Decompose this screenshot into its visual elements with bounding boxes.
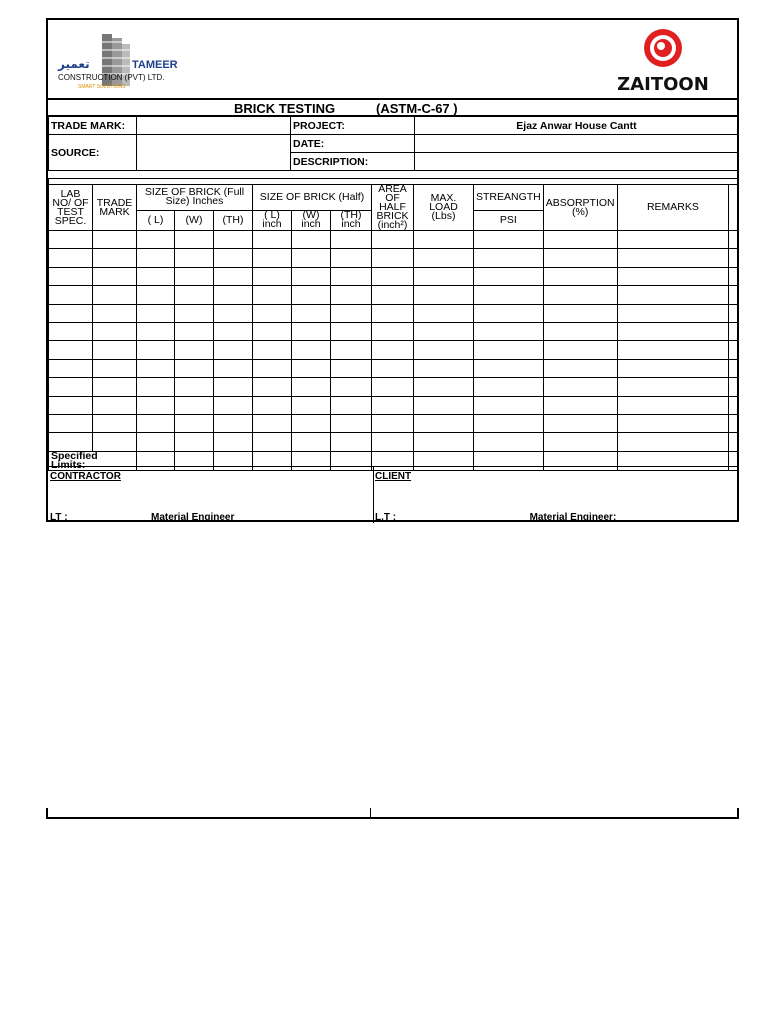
trade-mark-label: TRADE MARK: <box>49 117 137 135</box>
header-absorption: ABSORPTION (%) <box>543 185 617 231</box>
table-cell[interactable] <box>253 231 292 249</box>
table-cell[interactable] <box>729 396 739 414</box>
header-w: (W) <box>175 210 214 230</box>
table-cell[interactable] <box>214 414 253 432</box>
table-row <box>49 378 739 396</box>
table-cell[interactable] <box>292 359 331 377</box>
table-cell[interactable] <box>729 359 739 377</box>
table-cell[interactable] <box>253 286 292 304</box>
table-cell[interactable] <box>331 378 372 396</box>
table-cell[interactable] <box>617 322 729 340</box>
form-standard: (ASTM-C-67 ) <box>376 101 458 116</box>
table-cell[interactable] <box>414 304 474 322</box>
table-cell[interactable] <box>93 304 137 322</box>
table-cell[interactable] <box>414 286 474 304</box>
table-row <box>49 304 739 322</box>
table-cell[interactable] <box>617 378 729 396</box>
table-cell[interactable] <box>253 414 292 432</box>
table-cell[interactable] <box>543 341 617 359</box>
table-cell[interactable] <box>214 231 253 249</box>
table-cell[interactable] <box>729 231 739 249</box>
table-cell[interactable] <box>137 249 175 267</box>
project-label: PROJECT: <box>291 117 415 135</box>
table-cell[interactable] <box>137 322 175 340</box>
table-cell[interactable] <box>137 414 175 432</box>
table-cell[interactable] <box>372 359 414 377</box>
table-cell[interactable] <box>543 286 617 304</box>
svg-text:TAMEER: TAMEER <box>132 59 178 71</box>
table-cell[interactable] <box>372 322 414 340</box>
table-cell[interactable] <box>474 359 544 377</box>
table-cell[interactable] <box>49 341 93 359</box>
table-cell[interactable] <box>253 341 292 359</box>
table-cell[interactable] <box>93 378 137 396</box>
table-row <box>49 341 739 359</box>
table-cell[interactable] <box>617 341 729 359</box>
source-value[interactable] <box>137 135 291 171</box>
table-cell[interactable] <box>474 396 544 414</box>
table-cell[interactable] <box>253 304 292 322</box>
table-cell[interactable] <box>372 433 414 451</box>
header-psi: PSI <box>474 210 544 230</box>
date-label: DATE: <box>291 135 415 153</box>
table-cell[interactable] <box>93 231 137 249</box>
project-value[interactable]: Ejaz Anwar House Cantt <box>415 117 739 135</box>
source-label: SOURCE: <box>49 135 137 171</box>
bottom-tick-right <box>737 808 739 818</box>
table-cell[interactable] <box>93 433 137 451</box>
table-cell[interactable] <box>331 396 372 414</box>
bottom-tick-mid <box>370 808 371 818</box>
table-cell[interactable] <box>49 414 93 432</box>
table-cell[interactable] <box>49 286 93 304</box>
header-w-inch: (W) inch <box>292 210 331 230</box>
table-cell[interactable] <box>331 231 372 249</box>
table-cell[interactable] <box>331 286 372 304</box>
table-cell[interactable] <box>175 341 214 359</box>
table-cell[interactable] <box>729 414 739 432</box>
description-value[interactable] <box>415 153 739 171</box>
table-row <box>49 267 739 285</box>
table-cell[interactable] <box>617 396 729 414</box>
table-cell[interactable] <box>617 231 729 249</box>
table-cell[interactable] <box>414 341 474 359</box>
table-cell[interactable] <box>543 396 617 414</box>
table-cell[interactable] <box>292 322 331 340</box>
svg-text:تعمير: تعمير <box>58 57 90 71</box>
table-cell[interactable] <box>372 414 414 432</box>
table-row <box>49 396 739 414</box>
table-cell[interactable] <box>49 396 93 414</box>
header-th-inch: (TH) inch <box>331 210 372 230</box>
table-cell[interactable] <box>292 433 331 451</box>
table-cell[interactable] <box>93 249 137 267</box>
table-cell[interactable] <box>372 249 414 267</box>
table-cell[interactable] <box>474 267 544 285</box>
table-cell[interactable] <box>175 359 214 377</box>
table-cell[interactable] <box>137 304 175 322</box>
table-cell[interactable] <box>214 249 253 267</box>
title-row <box>48 98 737 116</box>
table-cell[interactable] <box>214 341 253 359</box>
table-cell[interactable] <box>292 396 331 414</box>
table-cell[interactable] <box>137 286 175 304</box>
table-cell[interactable] <box>729 322 739 340</box>
header-size-full: SIZE OF BRICK (Full Size) Inches <box>137 185 253 211</box>
header-area: AREA OF HALF BRICK (inch²) <box>372 185 414 231</box>
table-cell[interactable] <box>474 304 544 322</box>
table-cell[interactable] <box>729 286 739 304</box>
header-max-load: MAX. LOAD (Lbs) <box>414 185 474 231</box>
table-cell[interactable] <box>214 304 253 322</box>
table-cell[interactable] <box>474 249 544 267</box>
table-cell[interactable] <box>137 267 175 285</box>
trade-mark-value[interactable] <box>137 117 291 135</box>
table-cell[interactable] <box>93 322 137 340</box>
table-cell[interactable] <box>292 304 331 322</box>
svg-text:ZAITOON: ZAITOON <box>617 74 709 94</box>
table-cell[interactable] <box>253 322 292 340</box>
bottom-border <box>46 817 739 819</box>
table-cell[interactable] <box>414 378 474 396</box>
table-cell[interactable] <box>617 267 729 285</box>
client-signature-line[interactable]: L.T :________________________Material Engineer:___________________ <box>375 512 722 523</box>
table-cell[interactable] <box>617 433 729 451</box>
table-cell[interactable] <box>214 378 253 396</box>
table-cell[interactable] <box>414 414 474 432</box>
table-cell[interactable] <box>543 433 617 451</box>
table-row <box>49 249 739 267</box>
signature-divider <box>373 467 374 523</box>
table-cell[interactable] <box>175 433 214 451</box>
table-cell[interactable] <box>331 249 372 267</box>
table-cell[interactable] <box>372 231 414 249</box>
table-cell[interactable] <box>49 249 93 267</box>
header-th: (TH) <box>214 210 253 230</box>
table-cell[interactable] <box>414 359 474 377</box>
header-strength: STREANGTH <box>474 185 544 211</box>
table-cell[interactable] <box>253 267 292 285</box>
table-cell[interactable] <box>214 396 253 414</box>
table-cell[interactable] <box>175 267 214 285</box>
table-cell[interactable] <box>175 414 214 432</box>
table-cell[interactable] <box>543 267 617 285</box>
table-cell[interactable] <box>331 304 372 322</box>
table-cell[interactable] <box>372 396 414 414</box>
table-cell[interactable] <box>292 378 331 396</box>
results-table <box>48 178 739 471</box>
table-cell[interactable] <box>474 378 544 396</box>
table-cell[interactable] <box>331 414 372 432</box>
table-cell[interactable] <box>49 359 93 377</box>
table-cell[interactable] <box>175 304 214 322</box>
table-cell[interactable] <box>137 396 175 414</box>
table-cell[interactable] <box>474 341 544 359</box>
table-cell[interactable] <box>729 433 739 451</box>
table-cell[interactable] <box>175 249 214 267</box>
table-cell[interactable] <box>617 249 729 267</box>
table-cell[interactable] <box>93 359 137 377</box>
signature-section <box>48 466 737 523</box>
client-label: CLIENT <box>375 471 412 482</box>
table-cell[interactable] <box>474 322 544 340</box>
table-cell[interactable] <box>292 341 331 359</box>
meta-section <box>48 116 737 172</box>
table-cell[interactable] <box>137 378 175 396</box>
table-cell[interactable] <box>253 378 292 396</box>
table-cell[interactable] <box>474 414 544 432</box>
table-cell[interactable] <box>214 322 253 340</box>
table-cell[interactable] <box>729 267 739 285</box>
table-cell[interactable] <box>175 378 214 396</box>
table-cell[interactable] <box>543 249 617 267</box>
table-cell[interactable] <box>543 304 617 322</box>
table-cell[interactable] <box>214 433 253 451</box>
table-cell[interactable] <box>543 322 617 340</box>
table-cell[interactable] <box>729 304 739 322</box>
table-cell[interactable] <box>331 341 372 359</box>
table-cell[interactable] <box>137 359 175 377</box>
table-cell[interactable] <box>93 341 137 359</box>
table-cell[interactable] <box>617 286 729 304</box>
table-row <box>49 433 739 451</box>
header-l: ( L) <box>137 210 175 230</box>
table-cell[interactable] <box>543 378 617 396</box>
bottom-tick-left <box>46 808 48 818</box>
table-cell[interactable] <box>214 359 253 377</box>
table-cell[interactable] <box>214 286 253 304</box>
table-cell[interactable] <box>253 359 292 377</box>
form-title: BRICK TESTING <box>234 101 336 116</box>
table-cell[interactable] <box>414 249 474 267</box>
header-l-inch: ( L) inch <box>253 210 292 230</box>
brick-testing-form <box>46 18 739 522</box>
table-cell[interactable] <box>292 231 331 249</box>
table-row <box>49 286 739 304</box>
table-cell[interactable] <box>331 267 372 285</box>
header-remarks: REMARKS <box>617 185 729 231</box>
header-trade-mark: TRADE MARK <box>93 185 137 231</box>
table-cell[interactable] <box>137 231 175 249</box>
table-cell[interactable] <box>49 433 93 451</box>
specified-limits-label: Specified Limits: <box>49 451 137 470</box>
table-cell[interactable] <box>49 304 93 322</box>
table-cell[interactable] <box>49 231 93 249</box>
date-value[interactable] <box>415 135 739 153</box>
tameer-logo <box>54 28 194 92</box>
table-cell[interactable] <box>543 359 617 377</box>
table-cell[interactable] <box>414 396 474 414</box>
table-cell[interactable] <box>292 414 331 432</box>
table-row <box>49 322 739 340</box>
table-cell[interactable] <box>474 231 544 249</box>
table-cell[interactable] <box>729 249 739 267</box>
description-label: DESCRIPTION: <box>291 153 415 171</box>
table-cell[interactable] <box>474 286 544 304</box>
table-cell[interactable] <box>292 267 331 285</box>
table-cell[interactable] <box>93 414 137 432</box>
contractor-signature-line[interactable]: LT :_______________Material Engineer________________ <box>50 512 324 523</box>
table-cell[interactable] <box>253 433 292 451</box>
table-cell[interactable] <box>414 231 474 249</box>
table-cell[interactable] <box>175 231 214 249</box>
table-cell[interactable] <box>93 267 137 285</box>
table-cell[interactable] <box>543 414 617 432</box>
table-cell[interactable] <box>175 322 214 340</box>
svg-text:CONSTRUCTION (PVT) LTD.: CONSTRUCTION (PVT) LTD. <box>58 73 165 82</box>
table-cell[interactable] <box>474 433 544 451</box>
table-cell[interactable] <box>372 286 414 304</box>
table-cell[interactable] <box>372 267 414 285</box>
table-cell[interactable] <box>49 322 93 340</box>
table-cell[interactable] <box>729 341 739 359</box>
table-cell[interactable] <box>331 322 372 340</box>
table-cell[interactable] <box>372 378 414 396</box>
table-cell[interactable] <box>49 378 93 396</box>
table-cell[interactable] <box>414 433 474 451</box>
table-cell[interactable] <box>372 341 414 359</box>
table-cell[interactable] <box>93 396 137 414</box>
zaitoon-logo <box>597 26 729 94</box>
table-cell[interactable] <box>253 396 292 414</box>
table-cell[interactable] <box>617 304 729 322</box>
table-cell[interactable] <box>414 267 474 285</box>
table-cell[interactable] <box>49 267 93 285</box>
table-cell[interactable] <box>331 433 372 451</box>
table-cell[interactable] <box>175 286 214 304</box>
table-cell[interactable] <box>137 433 175 451</box>
table-cell[interactable] <box>137 341 175 359</box>
table-row <box>49 231 739 249</box>
table-cell[interactable] <box>292 286 331 304</box>
table-cell[interactable] <box>253 249 292 267</box>
table-cell[interactable] <box>331 359 372 377</box>
table-cell[interactable] <box>214 267 253 285</box>
header-lab-no: LAB NO/ OF TEST SPEC. <box>49 185 93 231</box>
table-cell[interactable] <box>617 359 729 377</box>
table-cell[interactable] <box>292 249 331 267</box>
table-row <box>49 359 739 377</box>
table-cell[interactable] <box>175 396 214 414</box>
table-cell[interactable] <box>617 414 729 432</box>
contractor-label: CONTRACTOR <box>50 471 121 482</box>
header-size-half: SIZE OF BRICK (Half) <box>253 185 372 211</box>
table-cell[interactable] <box>543 231 617 249</box>
table-row <box>49 414 739 432</box>
table-cell[interactable] <box>93 286 137 304</box>
svg-text:SMART SOLUTIONS: SMART SOLUTIONS <box>78 84 126 90</box>
table-cell[interactable] <box>414 322 474 340</box>
table-cell[interactable] <box>372 304 414 322</box>
table-cell[interactable] <box>729 378 739 396</box>
